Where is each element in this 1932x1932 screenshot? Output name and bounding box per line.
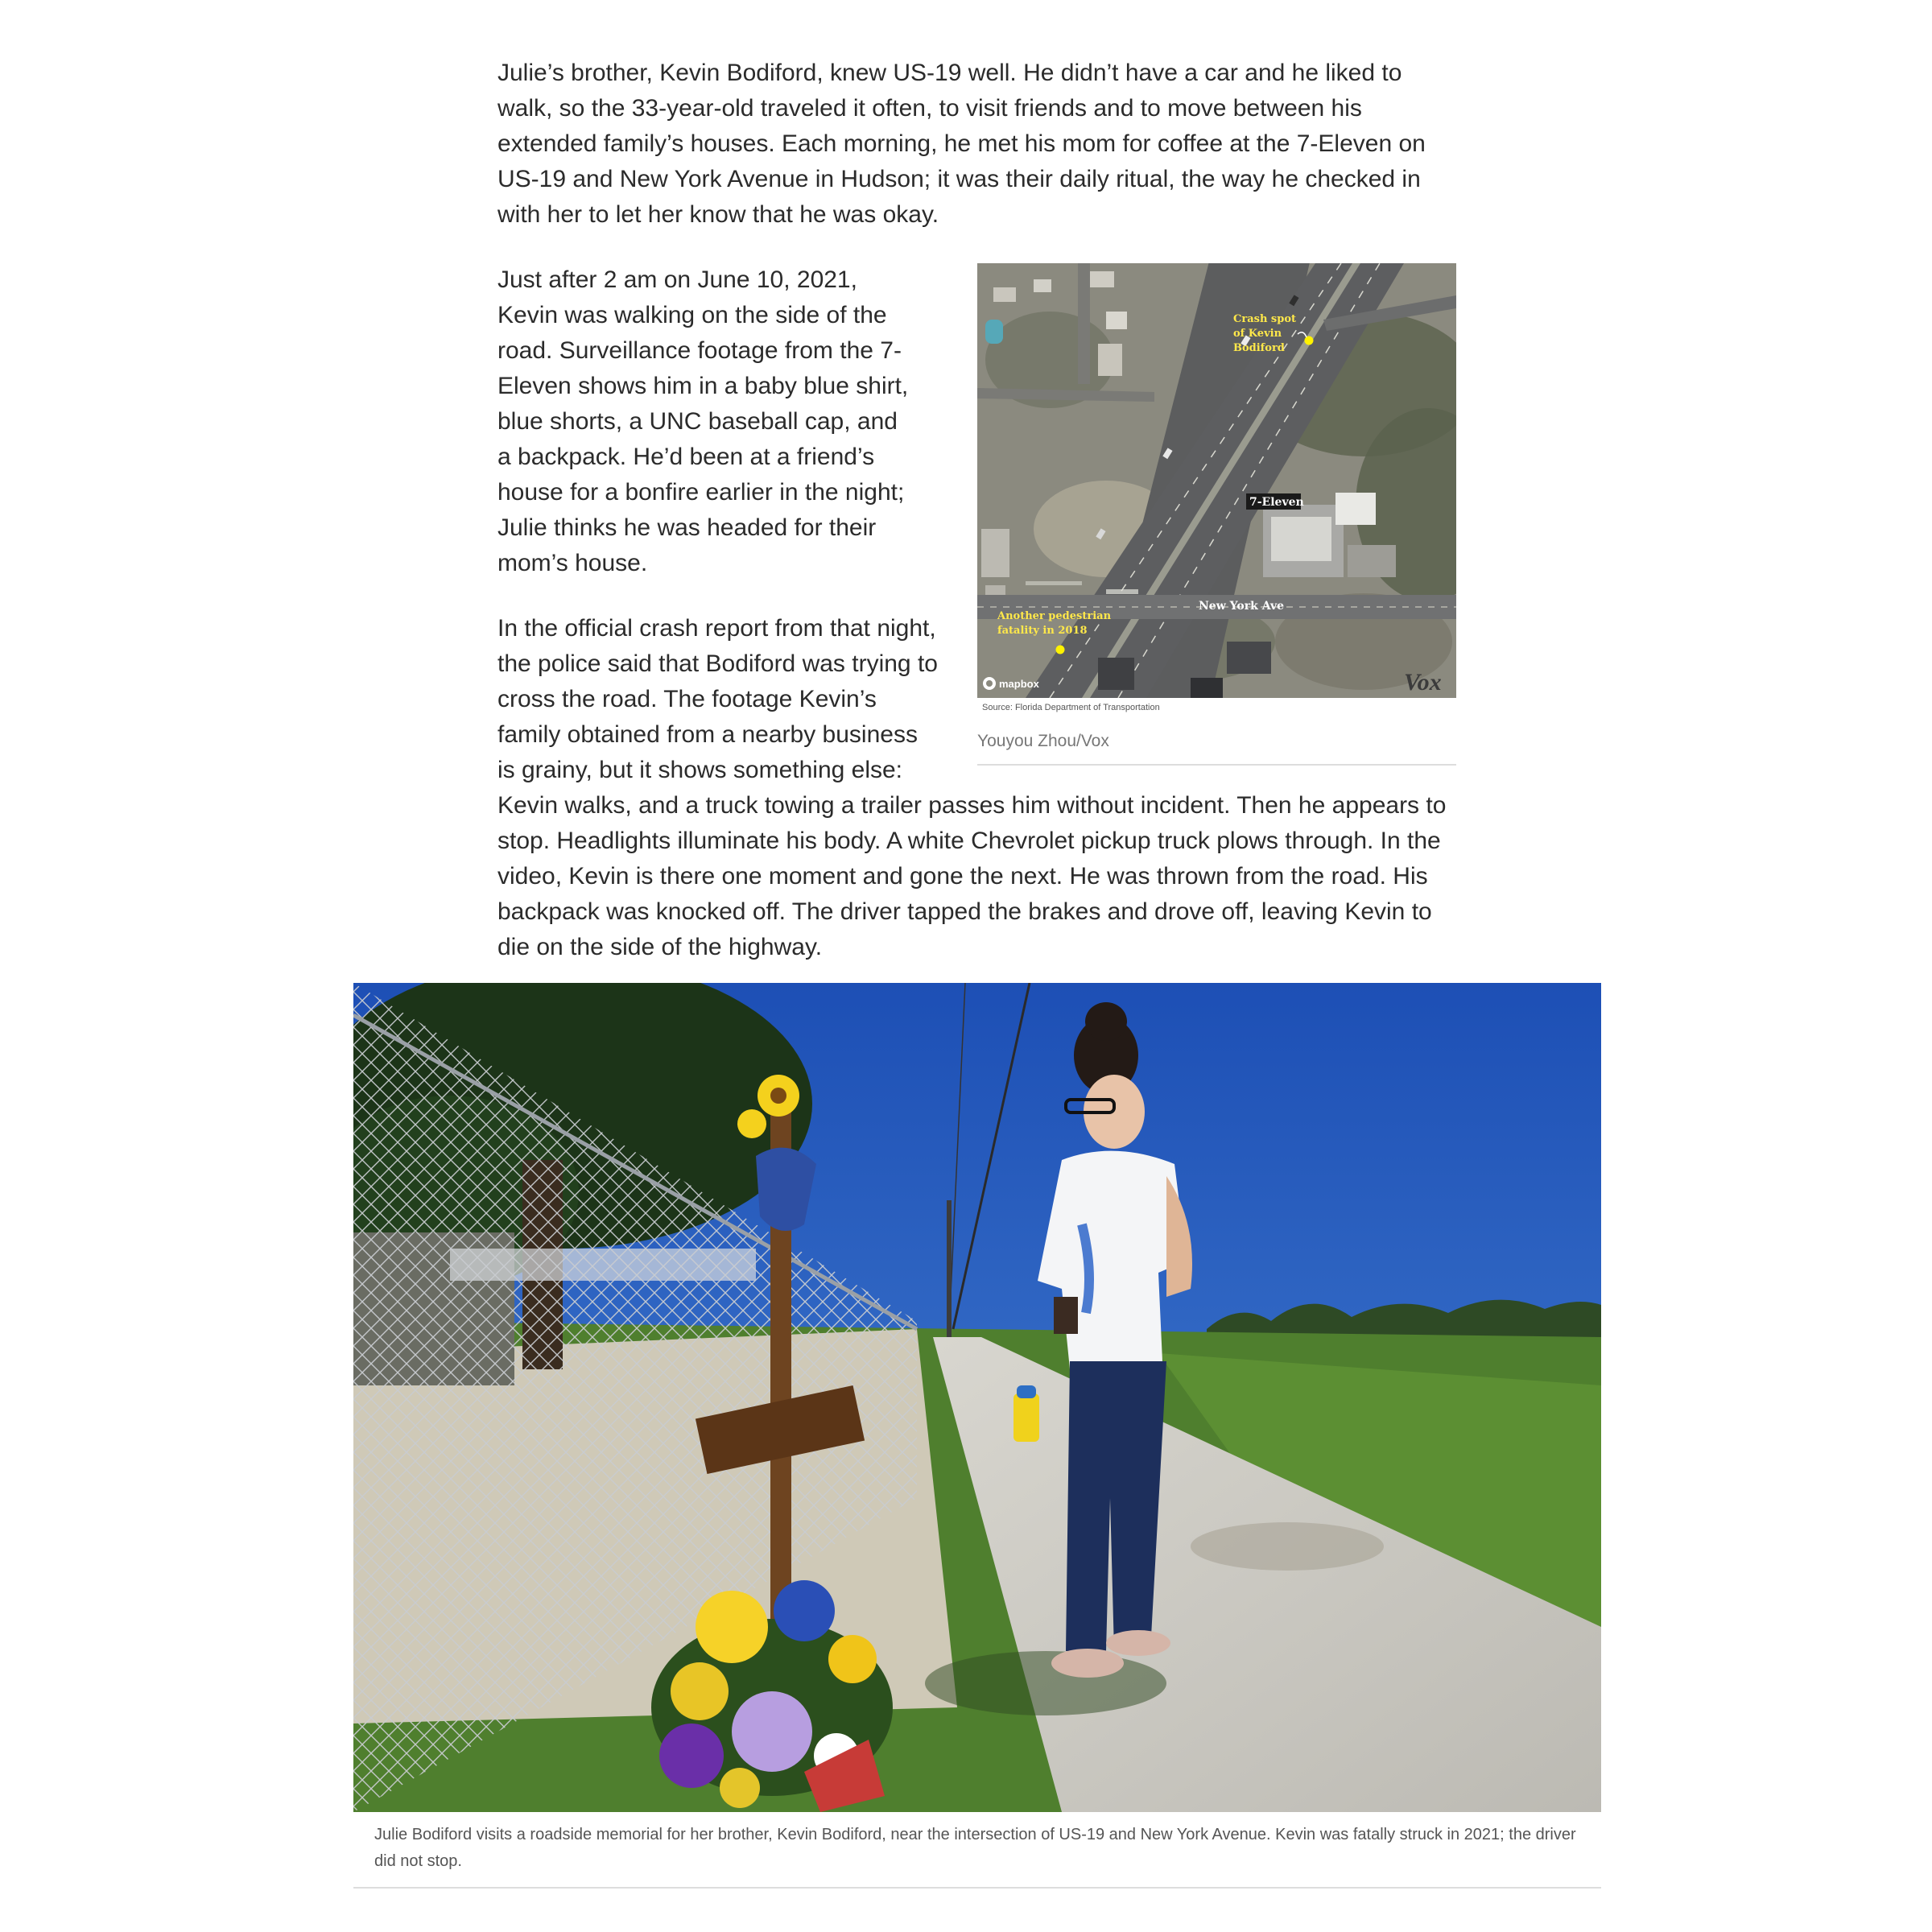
map-label-crash-spot-line1: Crash spot xyxy=(1233,313,1296,325)
map-label-other-fatality-line2: fatality in 2018 xyxy=(997,625,1088,637)
map-label-other-fatality-line1: Another pedestrian xyxy=(997,610,1112,622)
paragraph-crash-report-text: In the official crash report from that night, the police said that Bodiford was trying to cross the road. The footage Kevin’s family obtained from a nearby business is grainy, but it shows something else: Kevin walks, and a truck towing a trailer passes him without incident. Then he appears to stop. Headlights illuminate his body. A white Chevrolet pickup truck plows through. In the video, Kevin is there one moment and gone the next. He was thrown from the road. His backpack was knocked off. The driver tapped the brakes and drove off, leaving Kevin to die on the side of the highway. xyxy=(497,615,1447,960)
map-credit: Youyou Zhou/Vox xyxy=(977,732,1456,766)
paragraph-crash-night: Just after 2 am on June 10, 2021, Kevin was walking on the side of the road. Surveillance footage from the 7-Eleven shows him in a baby blue shirt, blue shorts, a UNC baseball cap, and a backpack. He’d been at a friend’s house for a bonfire earlier in the night; Julie thinks he was headed for their mom’s house. xyxy=(497,266,909,576)
vox-watermark: Vox xyxy=(1404,669,1442,696)
map-label-7-eleven: 7-Eleven xyxy=(1249,496,1304,509)
map-label-crash-spot-line2: of Kevin xyxy=(1233,328,1282,340)
mapbox-label: mapbox xyxy=(999,678,1039,690)
map-label-new-york-ave: New York Ave xyxy=(1199,600,1285,613)
figure-float-spacer xyxy=(940,611,1463,767)
map-label-crash-spot-line3: Bodiford xyxy=(1233,342,1285,354)
memorial-photo xyxy=(353,983,1601,1812)
map-source-note: Source: Florida Department of Transportation xyxy=(982,703,1160,712)
memorial-photo-figure xyxy=(353,983,1601,1889)
memorial-photo-caption: Julie Bodiford visits a roadside memorial for her brother, Kevin Bodiford, near the intersection of US-19 and New York Avenue. Kevin was fatally struck in 2021; the driver did not stop. xyxy=(353,1812,1601,1889)
paragraph-crash-report xyxy=(497,611,1463,965)
paragraph-intro: Julie’s brother, Kevin Bodiford, knew US-19 well. He didn’t have a car and he liked to walk, so the 33-year-old traveled it often, to visit friends and to move between his extended family’s houses. Each morning, he met his mom for coffee at the 7-Eleven on US-19 and New York Avenue in Hudson; it was their daily ritual, the way he checked in with her to let her know that he was okay. xyxy=(497,60,1426,228)
